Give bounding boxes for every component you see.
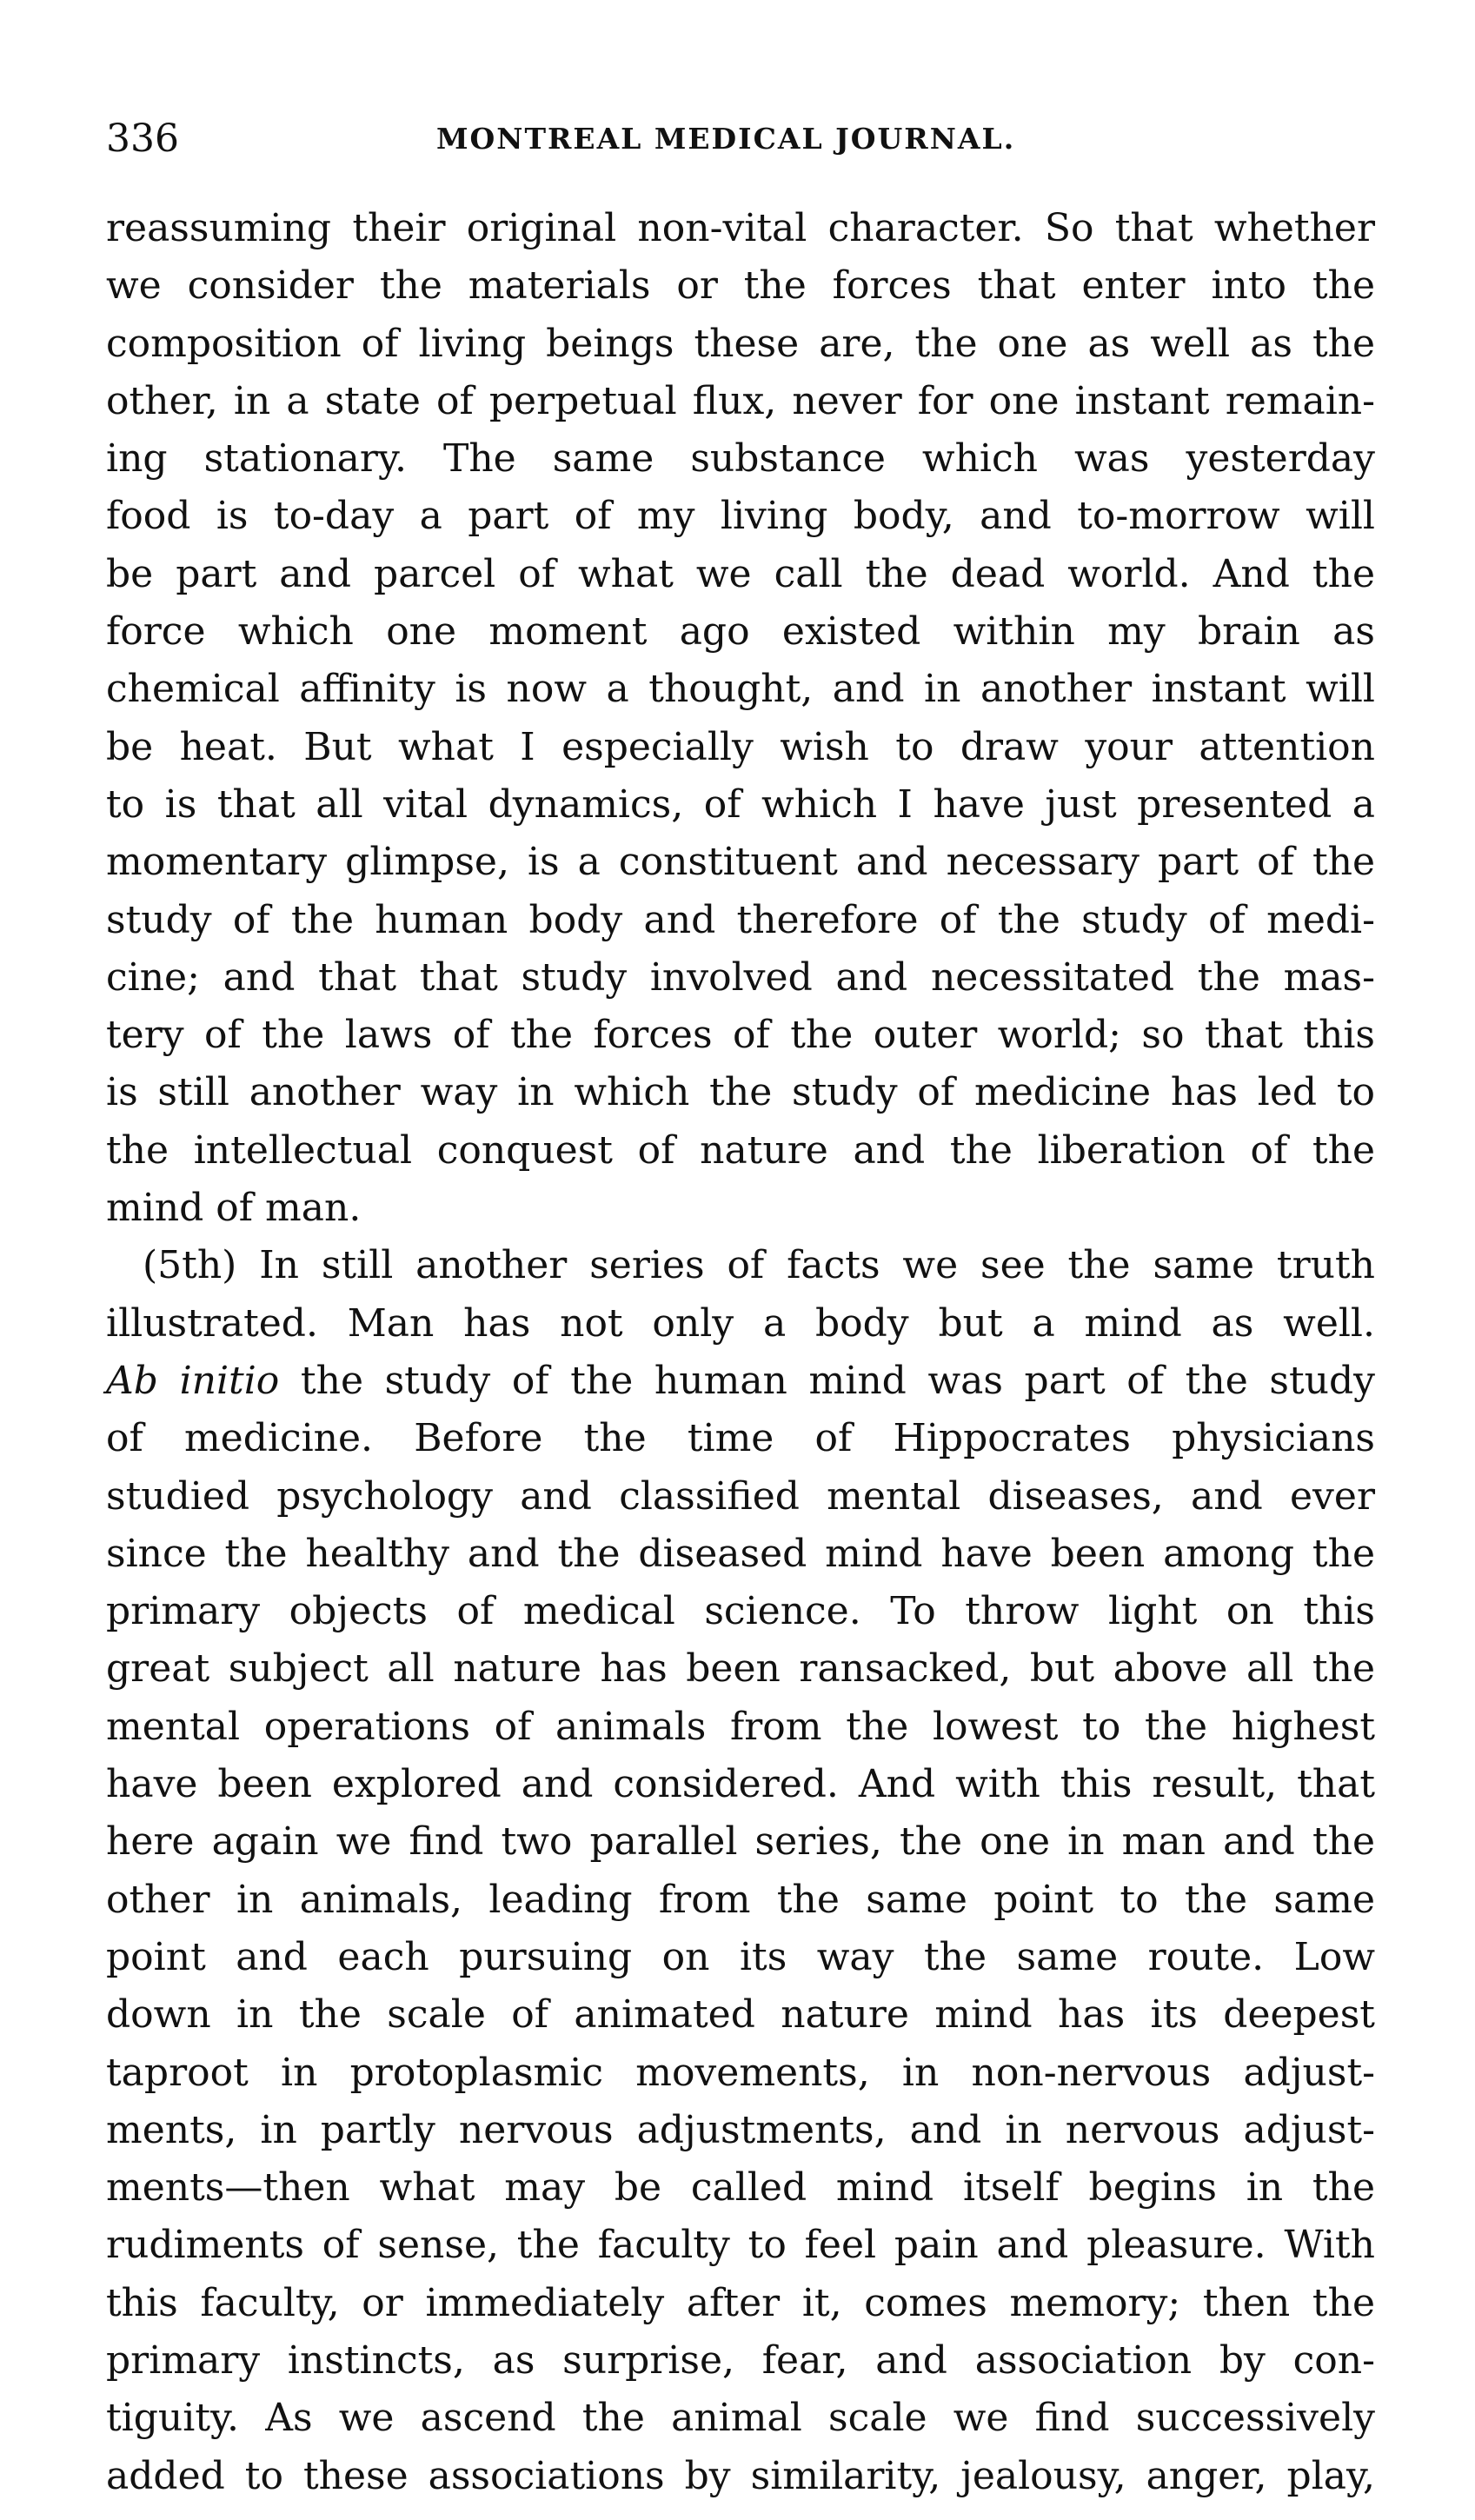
text-line: be heat. But what I especially wish to draw your attention bbox=[106, 724, 1375, 769]
text-line: composition of living beings these are, the one as well as the bbox=[106, 321, 1375, 366]
text-line: mental operations of animals from the lowest to the highest bbox=[106, 1704, 1375, 1749]
latin-phrase: Ab initio bbox=[106, 1358, 280, 1403]
text-line: added to these associations by similarity, jealousy, anger, play, bbox=[106, 2453, 1375, 2498]
page-number: 336 bbox=[106, 116, 179, 161]
text-line: to is that all vital dynamics, of which I have just presented a bbox=[106, 781, 1375, 827]
text-line: other in animals, leading from the same point to the same bbox=[106, 1877, 1375, 1922]
running-head: MONTREAL MEDICAL JOURNAL. bbox=[436, 122, 1016, 156]
text-line: mind of man. bbox=[106, 1186, 362, 1231]
text-line: reassuming their original non-vital character. So that whether bbox=[106, 206, 1375, 250]
text-line: tery of the laws of the forces of the outer world; so that this bbox=[106, 1013, 1375, 1058]
text-line: other, in a state of perpetual flux, never for one instant remain- bbox=[106, 378, 1375, 423]
text-line: down in the scale of animated nature mind has its deepest bbox=[106, 1992, 1375, 2038]
text-line: illustrated. Man has not only a body but a mind as well. bbox=[106, 1300, 1375, 1346]
text-line: ments—then what may be called mind itself begins in the bbox=[106, 2165, 1375, 2211]
text-line: chemical affinity is now a thought, and in another instant will bbox=[106, 667, 1375, 712]
text-line: tiguity. As we ascend the animal scale we find successively bbox=[106, 2396, 1375, 2441]
text-line: be part and parcel of what we call the dead world. And the bbox=[106, 551, 1375, 596]
text-line: here again we find two parallel series, the one in man and the bbox=[106, 1819, 1375, 1865]
text-line-with-italic bbox=[106, 1353, 1375, 1410]
text-line: have been explored and considered. And with this result, that bbox=[106, 1762, 1375, 1807]
text-line: this faculty, or immediately after it, comes memory; then the bbox=[106, 2280, 1375, 2325]
text-line: point and each pursuing on its way the same route. Low bbox=[106, 1934, 1375, 1979]
text-line: cine; and that that study involved and necessitated the mas- bbox=[106, 954, 1375, 1000]
text-segment: the study of the human mind was part of the study bbox=[300, 1358, 1375, 1403]
text-line: studied psychology and classified mental diseases, and ever bbox=[106, 1473, 1375, 1519]
text-line: the intellectual conquest of nature and the liberation of the bbox=[106, 1127, 1375, 1173]
text-line: momentary glimpse, is a constituent and necessary part of the bbox=[106, 840, 1375, 885]
body-text bbox=[106, 200, 1375, 2505]
text-line: great subject all nature has been ransacked, but above all the bbox=[106, 1646, 1375, 1692]
journal-page bbox=[106, 104, 1375, 2505]
text-line: primary instincts, as surprise, fear, and association by con- bbox=[106, 2337, 1375, 2383]
text-line: ing stationary. The same substance which was yesterday bbox=[106, 436, 1375, 482]
text-line: since the healthy and the diseased mind have been among the bbox=[106, 1531, 1375, 1576]
text-line: force which one moment ago existed within my brain as bbox=[106, 609, 1375, 655]
text-line: is still another way in which the study of medicine has led to bbox=[106, 1070, 1375, 1115]
text-line: food is to-day a part of my living body, and to-morrow will bbox=[106, 494, 1375, 539]
text-line: ments, in partly nervous adjustments, and in nervous adjust- bbox=[106, 2107, 1375, 2152]
page-header bbox=[106, 104, 1375, 174]
text-line: of medicine. Before the time of Hippocrates physicians bbox=[106, 1416, 1375, 1461]
text-line: rudiments of sense, the faculty to feel pain and pleasure. With bbox=[106, 2223, 1375, 2268]
text-line: primary objects of medical science. To throw light on this bbox=[106, 1589, 1375, 1634]
text-line: (5th) In still another series of facts we see the same truth bbox=[143, 1243, 1375, 1288]
text-line: we consider the materials or the forces that enter into the bbox=[106, 263, 1375, 309]
text-line: taproot in protoplasmic movements, in non-nervous adjust- bbox=[106, 2050, 1375, 2095]
text-line: study of the human body and therefore of the study of medi- bbox=[106, 897, 1375, 942]
